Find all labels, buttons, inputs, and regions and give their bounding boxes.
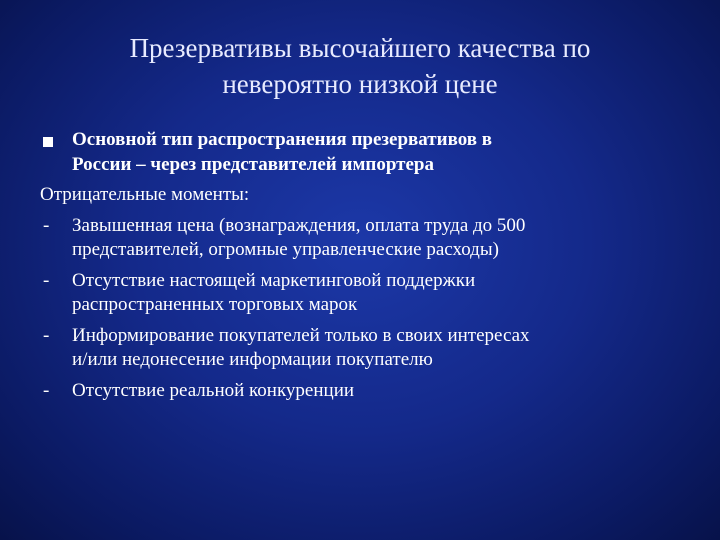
negative-item-1-line-2: представителей, огромные управленческие расходы) [72,239,499,260]
negative-item-1-line-1: Завышенная цена (вознаграждения, оплата труда до 500 [72,214,526,236]
negative-item-3 [40,324,680,373]
title-line-1: Презервативы высочайшего качества по [129,33,591,63]
negative-item-2 [40,269,680,318]
negative-item-2-line-1: Отсутствие настоящей маркетинговой поддержки [72,269,476,291]
negative-item-3-line-2: и/или недонесение информации покупателю [72,349,433,370]
negative-item-2-line-2: распространенных торговых марок [72,294,358,315]
negative-item-3-line-1: Информирование покупателей только в своих интересах [72,324,530,346]
title-line-2: невероятно низкой цене [222,69,498,99]
main-point-line-1: Основной тип распространения презервативов в [72,129,493,150]
negatives-heading: Отрицательные моменты: [40,184,250,205]
dash-bullet-icon: - [43,214,50,236]
square-bullet-icon [43,137,53,147]
main-point-line-2: России – через представителей импортера [72,153,434,175]
negative-item-4-line-1: Отсутствие реальной конкуренции [72,379,355,401]
negative-item-4 [40,379,680,404]
dash-bullet-icon: - [43,379,50,401]
slide-title [60,30,660,102]
negative-item-1 [40,214,680,263]
dash-bullet-icon: - [43,324,50,346]
dash-bullet-icon: - [43,269,50,291]
main-point-item [40,128,680,177]
slide-body [40,128,680,409]
